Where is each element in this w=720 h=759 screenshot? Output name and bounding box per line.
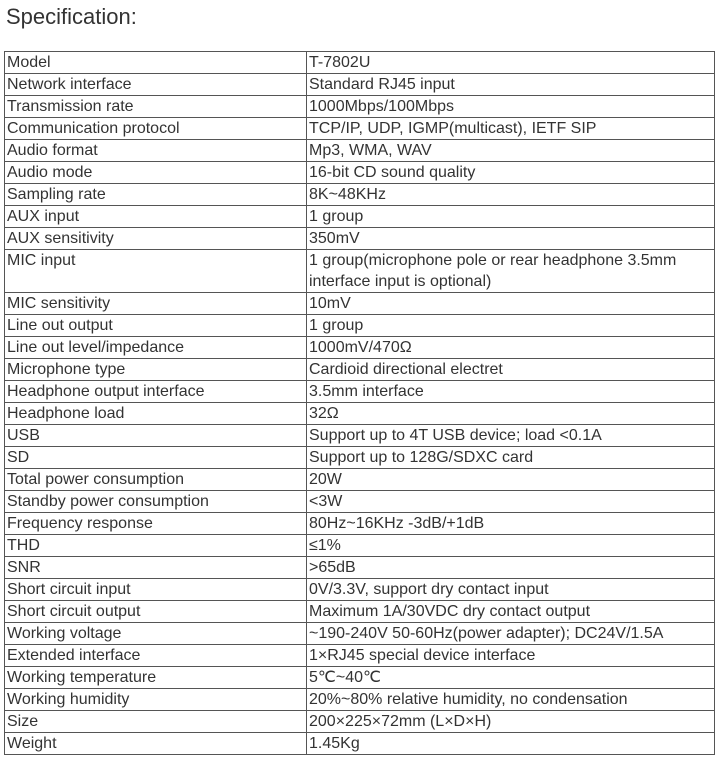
- table-row: [5, 381, 715, 403]
- spec-value: 1 group: [307, 206, 715, 228]
- table-row: [5, 557, 715, 579]
- spec-label: Total power consumption: [5, 469, 307, 491]
- spec-label: USB: [5, 425, 307, 447]
- spec-value: 3.5mm interface: [307, 381, 715, 403]
- page-title: Specification:: [6, 4, 137, 29]
- table-row: [5, 403, 715, 425]
- table-row: [5, 315, 715, 337]
- spec-label: Extended interface: [5, 645, 307, 667]
- spec-value: <3W: [307, 491, 715, 513]
- spec-value: 1 group: [307, 315, 715, 337]
- table-row: [5, 74, 715, 96]
- spec-label: SD: [5, 447, 307, 469]
- spec-label: Working voltage: [5, 623, 307, 645]
- table-row: [5, 228, 715, 250]
- table-row: [5, 96, 715, 118]
- spec-label: Network interface: [5, 74, 307, 96]
- spec-table: [4, 51, 715, 755]
- table-row: [5, 491, 715, 513]
- spec-value: 0V/3.3V, support dry contact input: [307, 579, 715, 601]
- spec-value: 1 group(microphone pole or rear headphone 3.5mm interface input is optional): [307, 250, 715, 293]
- table-row: [5, 162, 715, 184]
- spec-value: Support up to 128G/SDXC card: [307, 447, 715, 469]
- spec-label: Standby power consumption: [5, 491, 307, 513]
- spec-value: 1000mV/470Ω: [307, 337, 715, 359]
- table-row: [5, 184, 715, 206]
- table-row: [5, 52, 715, 74]
- spec-label: Size: [5, 711, 307, 733]
- spec-label: Sampling rate: [5, 184, 307, 206]
- table-row: [5, 359, 715, 381]
- spec-value: 16-bit CD sound quality: [307, 162, 715, 184]
- table-row: [5, 140, 715, 162]
- spec-label: Transmission rate: [5, 96, 307, 118]
- spec-label: Weight: [5, 733, 307, 755]
- spec-value: 1.45Kg: [307, 733, 715, 755]
- spec-label: Headphone output interface: [5, 381, 307, 403]
- table-row: [5, 337, 715, 359]
- spec-label: Working temperature: [5, 667, 307, 689]
- spec-table-body: [5, 52, 715, 755]
- spec-value: Cardioid directional electret: [307, 359, 715, 381]
- table-row: [5, 601, 715, 623]
- table-row: [5, 206, 715, 228]
- spec-label: Communication protocol: [5, 118, 307, 140]
- table-row: [5, 118, 715, 140]
- table-row: [5, 711, 715, 733]
- spec-label: Line out output: [5, 315, 307, 337]
- table-row: [5, 469, 715, 491]
- spec-value: ≤1%: [307, 535, 715, 557]
- spec-label: MIC sensitivity: [5, 293, 307, 315]
- spec-label: AUX sensitivity: [5, 228, 307, 250]
- spec-label: Audio mode: [5, 162, 307, 184]
- table-row: [5, 293, 715, 315]
- spec-label: SNR: [5, 557, 307, 579]
- spec-value: 20W: [307, 469, 715, 491]
- table-row: [5, 579, 715, 601]
- spec-value: T-7802U: [307, 52, 715, 74]
- table-row: [5, 689, 715, 711]
- spec-label: Line out level/impedance: [5, 337, 307, 359]
- spec-value: 20%~80% relative humidity, no condensation: [307, 689, 715, 711]
- spec-value: Support up to 4T USB device; load <0.1A: [307, 425, 715, 447]
- spec-value: 1000Mbps/100Mbps: [307, 96, 715, 118]
- table-row: [5, 733, 715, 755]
- spec-label: Short circuit input: [5, 579, 307, 601]
- spec-label: Working humidity: [5, 689, 307, 711]
- spec-value: 350mV: [307, 228, 715, 250]
- table-row: [5, 447, 715, 469]
- spec-value: Standard RJ45 input: [307, 74, 715, 96]
- spec-label: Microphone type: [5, 359, 307, 381]
- table-row: [5, 535, 715, 557]
- spec-value: Maximum 1A/30VDC dry contact output: [307, 601, 715, 623]
- spec-value: 8K~48KHz: [307, 184, 715, 206]
- spec-label: Headphone load: [5, 403, 307, 425]
- table-row: [5, 645, 715, 667]
- spec-value: 10mV: [307, 293, 715, 315]
- spec-label: THD: [5, 535, 307, 557]
- spec-value: 200×225×72mm (L×D×H): [307, 711, 715, 733]
- spec-label: Short circuit output: [5, 601, 307, 623]
- table-row: [5, 623, 715, 645]
- spec-label: Frequency response: [5, 513, 307, 535]
- spec-value: 80Hz~16KHz -3dB/+1dB: [307, 513, 715, 535]
- spec-value: >65dB: [307, 557, 715, 579]
- spec-label: AUX input: [5, 206, 307, 228]
- spec-label: MIC input: [5, 250, 307, 293]
- spec-value: TCP/IP, UDP, IGMP(multicast), IETF SIP: [307, 118, 715, 140]
- spec-value: ~190-240V 50-60Hz(power adapter); DC24V/1.5A: [307, 623, 715, 645]
- spec-value: 32Ω: [307, 403, 715, 425]
- table-row: [5, 425, 715, 447]
- spec-label: Audio format: [5, 140, 307, 162]
- table-row: [5, 667, 715, 689]
- table-row: [5, 513, 715, 535]
- spec-value: 1×RJ45 special device interface: [307, 645, 715, 667]
- spec-value: 5℃~40℃: [307, 667, 715, 689]
- spec-value: Mp3, WMA, WAV: [307, 140, 715, 162]
- table-row: [5, 250, 715, 293]
- spec-label: Model: [5, 52, 307, 74]
